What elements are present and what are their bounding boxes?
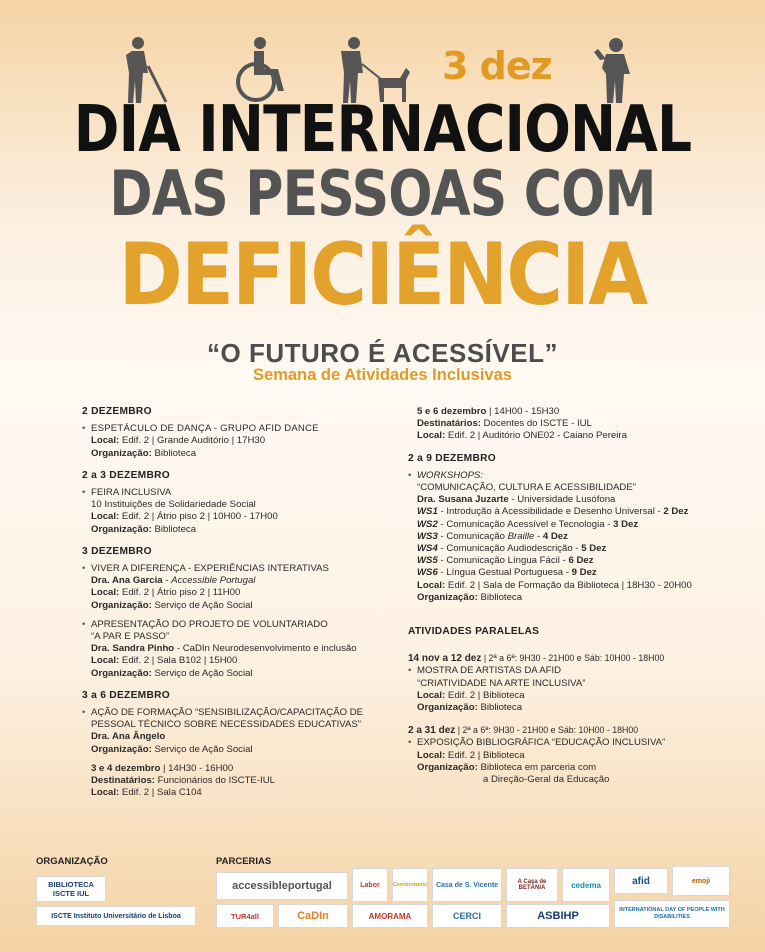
event-title: • APRESENTAÇÃO DO PROJETO DE VOLUNTARIADO bbox=[82, 619, 382, 631]
audience-value: Funcionários do ISCTE-IUL bbox=[154, 775, 275, 787]
audience-label: Destinatários: bbox=[417, 418, 481, 430]
org-value: Biblioteca bbox=[151, 523, 197, 535]
local-value: Edif. 2 | Grande Auditório | 17H30 bbox=[119, 435, 266, 447]
local-value: Edif. 2 | Biblioteca bbox=[445, 689, 525, 701]
org-label: Organização: bbox=[417, 761, 478, 773]
logo-cedema: cedema bbox=[562, 868, 610, 902]
org-label: Organização: bbox=[91, 667, 152, 679]
event-title-cont: PESSOAL TÉCNICO SOBRE NECESSIDADES EDUCATIVAS” bbox=[91, 719, 361, 731]
local-label: Local: bbox=[91, 435, 120, 447]
org-value: Biblioteca bbox=[477, 591, 523, 603]
workshops-label: WORKSHOPS: bbox=[417, 469, 484, 481]
event-performer: - GRUPO AFID DANCE bbox=[211, 423, 319, 435]
event-title: • FEIRA INCLUSIVA bbox=[82, 487, 382, 499]
workshops-2-9-dec bbox=[408, 453, 708, 604]
logo-asbihp: ASBIHP bbox=[506, 904, 610, 928]
speaker: Dra. Ana Ângelo bbox=[91, 731, 166, 743]
org-label: Organização: bbox=[91, 743, 152, 755]
exhibit-title-cont: “CRIATIVIDADE NA ARTE INCLUSIVA” bbox=[417, 677, 586, 689]
logo-amorama: AMORAMA bbox=[352, 904, 428, 928]
org-value-cont: a Direção-Geral da Educação bbox=[483, 774, 610, 786]
left-column bbox=[82, 406, 382, 809]
local-value: Edif. 2 | Sala B102 | 15H00 bbox=[119, 655, 238, 667]
institution: - CaDIn Neurodesenvolvimento e inclusão bbox=[174, 643, 357, 655]
section-heading: 3 DEZEMBRO bbox=[82, 545, 152, 557]
logo-casa-betania: A Casa de BETÂNIA bbox=[506, 868, 558, 902]
local-label: Local: bbox=[417, 430, 446, 442]
audience-label: Destinatários: bbox=[91, 775, 155, 787]
logo-emoji: emoji bbox=[672, 866, 730, 896]
slogan: “O FUTURO É ACESSÍVEL” bbox=[207, 338, 558, 368]
exhibit-title: • EXPOSIÇÃO BIBLIOGRÁFICA “EDUCAÇÃO INCLUSIVA” bbox=[408, 737, 708, 749]
workshop-ws5: WS5 - Comunicação Língua Fácil - 6 Dez bbox=[417, 555, 594, 567]
event-2-3-dec bbox=[82, 470, 382, 536]
logo-iscte: ISCTE Instituto Universitário de Lisboa bbox=[36, 906, 196, 926]
local-label: Local: bbox=[417, 689, 446, 701]
logo-accessible-portugal: accessibleportugal bbox=[216, 872, 348, 900]
org-value: Serviço de Ação Social bbox=[151, 743, 253, 755]
event-title: ESPETÁCULO DE DANÇA bbox=[91, 423, 212, 435]
local-label: Local: bbox=[91, 787, 120, 799]
session-time: | 14H30 - 16H00 bbox=[160, 762, 234, 774]
org-value: Biblioteca bbox=[477, 702, 523, 714]
local-value: Edif. 2 | Átrio piso 2 | 10H00 - 17H00 bbox=[119, 511, 278, 523]
title-line-1: DIA INTERNACIONAL bbox=[73, 93, 692, 167]
org-label: Organização: bbox=[91, 599, 152, 611]
period-date: 14 nov a 12 dez bbox=[408, 653, 482, 665]
org-label: Organização: bbox=[91, 523, 152, 535]
org-value: Serviço de Ação Social bbox=[151, 667, 253, 679]
organization-title: ORGANIZAÇÃO bbox=[36, 856, 108, 867]
event-3-dec bbox=[82, 546, 382, 680]
event-description: 10 Instituições de Solidariedade Social bbox=[91, 499, 256, 511]
speaker: Dra. Sandra Pinho bbox=[91, 643, 175, 655]
workshop-ws1: WS1 - Introdução à Acessibilidade e Desenho Universal - 2 Dez bbox=[417, 506, 689, 518]
local-label: Local: bbox=[91, 587, 120, 599]
logo-afid: afid bbox=[614, 868, 668, 894]
session-date: 5 e 6 dezembro bbox=[417, 406, 487, 417]
logo-cerci: CERCI bbox=[432, 904, 502, 928]
parallel-activities bbox=[408, 626, 708, 786]
section-heading: ATIVIDADES PARALELAS bbox=[408, 626, 540, 638]
org-value: Biblioteca bbox=[151, 447, 197, 459]
institution: Accessible Portugal bbox=[171, 575, 256, 587]
event-title: • AÇÃO DE FORMAÇÃO “SENSIBILIZAÇÃO/CAPACITAÇÃO DE bbox=[82, 707, 382, 719]
local-label: Local: bbox=[91, 511, 120, 523]
opening-hours: | 2ª a 6ª: 9H30 - 21H00 e Sáb: 10H00 - 18H00 bbox=[455, 725, 639, 736]
local-value: Edif. 2 | Átrio piso 2 | 11H00 bbox=[119, 587, 241, 599]
event-3-6-dec bbox=[82, 690, 382, 800]
org-value: Serviço de Ação Social bbox=[151, 599, 253, 611]
separator: - bbox=[162, 575, 172, 587]
org-value: Biblioteca em parceria com bbox=[477, 761, 597, 773]
title-line-2: DAS PESSOAS COM bbox=[109, 157, 656, 230]
logo-cadin: CaDIn bbox=[278, 904, 348, 928]
institution: - Universidade Lusófona bbox=[508, 494, 616, 506]
workshop-ws2: WS2 - Comunicação Acessível e Tecnologia - 3 Dez bbox=[417, 518, 639, 530]
logo-cerebrotonic: Cerebrotonic bbox=[392, 868, 428, 902]
local-value: Edif. 2 | Sala de Formação da Biblioteca | 18H30 - 20H00 bbox=[445, 579, 692, 591]
local-label: Local: bbox=[417, 749, 446, 761]
period-date: 2 a 31 dez bbox=[408, 725, 456, 737]
section-heading: 2 a 3 DEZEMBRO bbox=[82, 469, 170, 481]
subtitle: Semana de Atividades Inclusivas bbox=[253, 366, 512, 384]
session-date: 3 e 4 dezembro bbox=[91, 762, 161, 774]
logo-intl-day-disabilities: INTERNATIONAL DAY OF PEOPLE WITH DISABILITIES bbox=[614, 900, 730, 928]
title-line-3: DEFICIÊNCIA bbox=[118, 225, 647, 325]
logo-biblioteca-iscte: BIBLIOTECA ISCTE IUL bbox=[36, 876, 106, 902]
opening-hours: | 2ª a 6ª: 9H30 - 21H00 e Sáb: 10H00 - 18H00 bbox=[481, 653, 665, 664]
speaker: Dra. Ana Garcia bbox=[91, 575, 163, 587]
speaker: Dra. Susana Juzarte bbox=[417, 494, 509, 506]
session-5-6-dec bbox=[408, 406, 708, 443]
exhibit-title: • MOSTRA DE ARTISTAS DA AFID bbox=[408, 665, 708, 677]
local-value: Edif. 2 | Auditório ONE02 - Caiano Pereira bbox=[445, 430, 627, 442]
org-label: Organização: bbox=[91, 447, 152, 459]
event-date: 3 dez bbox=[442, 44, 552, 88]
partners-title: PARCERIAS bbox=[216, 856, 272, 867]
event-title: • VIVER A DIFERENÇA - EXPERIÊNCIAS INTERATIVAS bbox=[82, 563, 382, 575]
workshop-ws6: WS6 - Língua Gestual Portuguesa - 9 Dez bbox=[417, 567, 597, 579]
section-heading: 2 DEZEMBRO bbox=[82, 406, 152, 417]
local-value: Edif. 2 | Biblioteca bbox=[445, 749, 525, 761]
local-value: Edif. 2 | Sala C104 bbox=[119, 787, 202, 799]
section-heading: 2 a 9 DEZEMBRO bbox=[408, 452, 496, 464]
logo-tur4all: TUR4all bbox=[216, 904, 274, 928]
audience-value: Docentes do ISCTE - IUL bbox=[480, 418, 592, 430]
org-label: Organização: bbox=[417, 591, 478, 603]
local-label: Local: bbox=[91, 655, 120, 667]
org-label: Organização: bbox=[417, 702, 478, 714]
workshop-ws3: WS3 - Comunicação Braille - 4 Dez bbox=[417, 530, 568, 542]
workshops-theme: “COMUNICAÇÃO, CULTURA E ACESSIBILIDADE” bbox=[417, 482, 636, 494]
event-title-cont: “A PAR E PASSO” bbox=[91, 631, 170, 643]
event-2-dec bbox=[82, 406, 382, 460]
local-label: Local: bbox=[417, 579, 446, 591]
logo-casa-s-vicente: Casa de S. Vicente bbox=[432, 868, 502, 902]
logo-labor: Labor bbox=[352, 868, 388, 902]
session-time: | 14H00 - 15H30 bbox=[486, 406, 560, 417]
right-column bbox=[408, 406, 708, 796]
section-heading: 3 a 6 DEZEMBRO bbox=[82, 689, 170, 701]
workshop-ws4: WS4 - Comunicação Audiodescrição - 5 Dez bbox=[417, 543, 607, 555]
